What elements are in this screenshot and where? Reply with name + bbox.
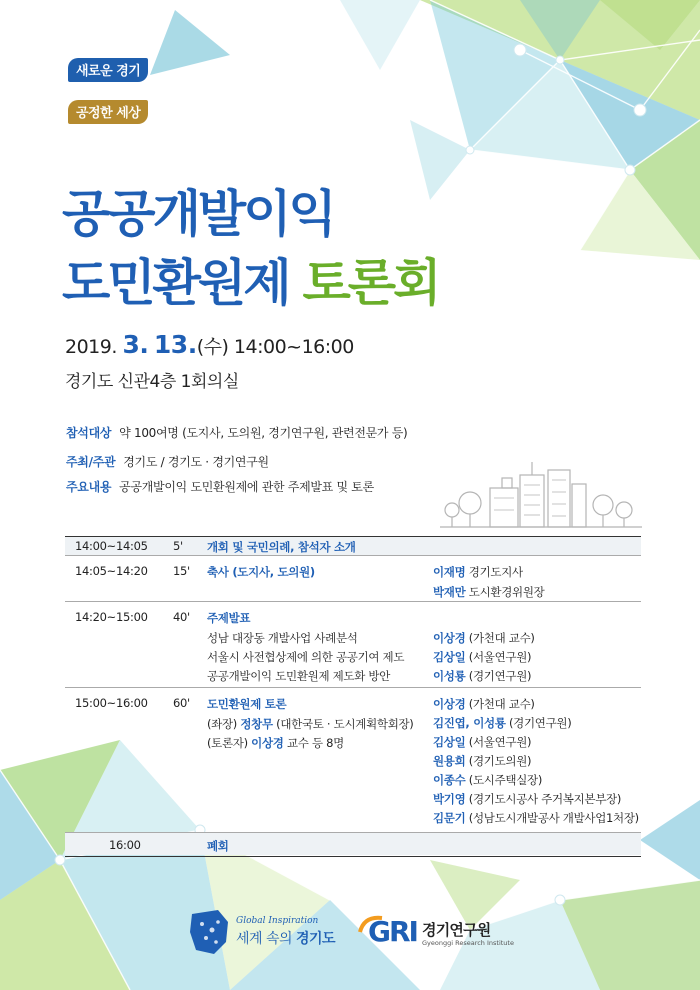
row2-session: 축사 (도지사, 도의원) <box>207 565 315 579</box>
slogan-badge-fair-world: 공정한 세상 <box>68 100 148 124</box>
row2-minutes: 15' <box>173 564 190 578</box>
date-day: 13. <box>153 330 197 359</box>
row2-speaker: 박재만 도시환경위원장 <box>433 585 545 599</box>
slogan-badge-new-gyeonggi: 새로운 경기 <box>68 58 148 82</box>
info-label: 참석대상 <box>66 426 112 440</box>
row3-minutes: 40' <box>173 610 190 624</box>
row4-panel: (토론자) 이상경 교수 등 8명 <box>207 736 344 750</box>
city-illustration <box>440 462 642 527</box>
event-date <box>65 330 354 359</box>
row4-minutes: 60' <box>173 696 190 710</box>
row5-session: 폐회 <box>207 839 229 853</box>
row4-time: 15:00~16:00 <box>75 696 148 710</box>
gri-mark: GRI <box>368 915 417 948</box>
title-accent: 토론회 <box>302 254 439 312</box>
row4-session: 도민환원제 토론 <box>207 697 287 711</box>
gri-name: 경기연구원 <box>422 921 491 939</box>
row4-speaker: 김진엽, 이성룡 (경기연구원) <box>433 716 572 730</box>
info-row-attendees <box>66 424 407 441</box>
row4-speaker: 원용희 (경기도의원) <box>433 754 532 768</box>
info-label: 주요내용 <box>66 480 112 494</box>
row3-topic: 성남 대장동 개발사업 사례분석 <box>207 631 358 645</box>
gg-name: 세계 속의 경기도 <box>236 931 336 947</box>
row4-speaker: 이상경 (가천대 교수) <box>433 697 535 711</box>
info-row-host <box>66 453 269 470</box>
date-month: 3. <box>122 330 149 359</box>
gri-eng-name: Gyeonggi Research Institute <box>422 939 514 947</box>
row3-topic: 공공개발이익 도민환원제 제도화 방안 <box>207 669 391 683</box>
title-main: 도민환원제 <box>62 254 289 312</box>
row3-time: 14:20~15:00 <box>75 610 148 624</box>
info-label: 주최/주관 <box>66 455 116 469</box>
row3-topic: 서울시 사전협상제에 의한 공공기여 제도 <box>207 650 405 664</box>
row4-speaker: 김상일 (서울연구원) <box>433 735 532 749</box>
row3-session: 주제발표 <box>207 611 251 625</box>
row3-speaker: 이상경 (가천대 교수) <box>433 631 535 645</box>
gri-logo <box>358 904 514 960</box>
page-title-line1: 공공개발이익 <box>62 185 334 243</box>
row1-time: 14:00~14:05 <box>75 539 148 553</box>
event-venue: 경기도 신관4층 1회의실 <box>65 372 239 392</box>
row2-time: 14:05~14:20 <box>75 564 148 578</box>
row3-speaker: 김상일 (서울연구원) <box>433 650 532 664</box>
row4-chair: (좌장) 정창무 (대한국토 · 도시계획학회장) <box>207 717 414 731</box>
page-title-line2 <box>62 254 439 312</box>
gyeonggi-logo <box>188 904 348 960</box>
gyeonggi-map-icon <box>188 908 232 956</box>
row1-minutes: 5' <box>173 539 183 553</box>
info-text: 공공개발이익 도민환원제에 관한 주제발표 및 토론 <box>119 480 374 494</box>
info-row-content <box>66 478 374 495</box>
row5-time: 16:00 <box>109 838 141 852</box>
info-text: 경기도 / 경기도 · 경기연구원 <box>123 455 269 469</box>
info-text: 약 100여명 (도지사, 도의원, 경기연구원, 관련전문가 등) <box>119 426 408 440</box>
row2-speaker: 이재명 경기도지사 <box>433 565 523 579</box>
row3-speaker: 이성룡 (경기연구원) <box>433 669 532 683</box>
date-year: 2019. <box>65 336 117 358</box>
date-rest: (수) 14:00~16:00 <box>196 336 354 358</box>
row4-speaker: 박기영 (경기도시공사 주거복지본부장) <box>433 792 622 806</box>
gg-tagline: Global Inspiration <box>236 916 319 926</box>
row1-session: 개회 및 국민의례, 참석자 소개 <box>207 540 356 554</box>
row4-speaker: 이종수 (도시주택실장) <box>433 773 543 787</box>
row4-speaker: 김문기 (성남도시개발공사 개발사업1처장) <box>433 811 639 825</box>
